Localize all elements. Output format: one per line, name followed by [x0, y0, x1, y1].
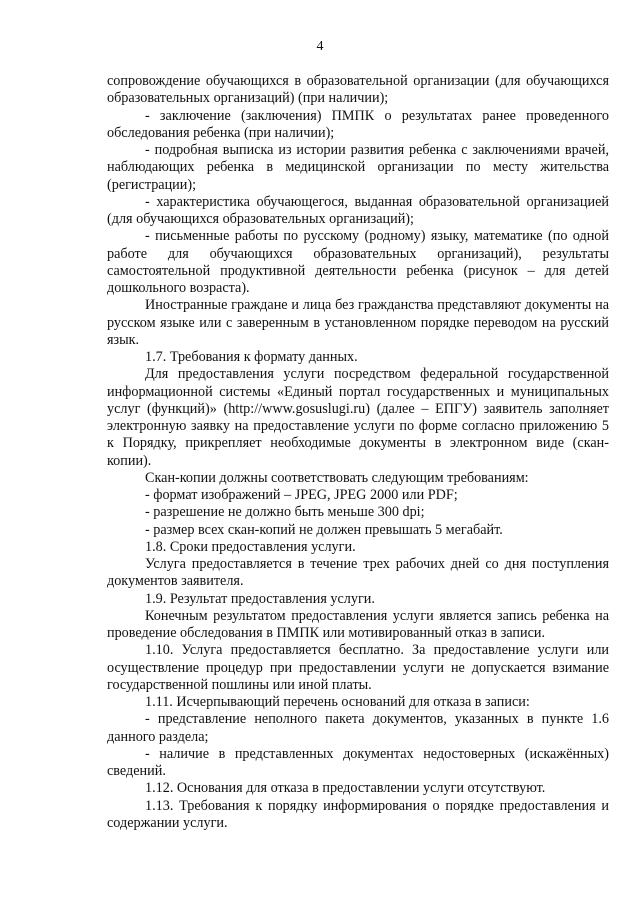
paragraph-16: Конечным результатом предоставления услуги является запись ребенка на проведение обследования в ПМПК или мотивированный отказ в записи. — [107, 607, 609, 641]
paragraph-15: 1.9. Результат предоставления услуги. — [145, 590, 375, 607]
paragraph-2: - заключение (заключения) ПМПК о результатах ранее проведенного обследования ребенка (при наличии); — [107, 107, 609, 141]
paragraph-19: - представление неполного пакета документов, указанных в пункте 1.6 данного раздела; — [107, 711, 609, 745]
paragraph-18: 1.11. Исчерпывающий перечень оснований для отказа в записи: — [145, 694, 530, 710]
paragraph-7: 1.7. Требования к формату данных. — [145, 349, 358, 365]
paragraph-14: Услуга предоставляется в течение трех рабочих дней со дня поступления документов заявителя. — [107, 556, 609, 590]
paragraph-22: 1.13. Требования к порядку информирования о порядке предоставления и содержании услуги. — [107, 797, 609, 831]
paragraph-21: 1.12. Основания для отказа в предоставлении услуги отсутствуют. — [145, 780, 546, 797]
paragraph-11: - разрешение не должно быть меньше 300 dpi; — [145, 504, 425, 521]
paragraph-8: Для предоставления услуги посредством федеральной государственной информационной системы «Единый портал государственных и муниципальных услуг (функций)» (http://www.gosuslugi.ru) (далее – ЕПГУ) заявитель заполняет электронную заявку на предоставление услуги по форме согласно приложению 5 к Порядку, прикрепляет необходимые документы в электронном виде (скан-копии). — [107, 366, 609, 469]
paragraph-10: - формат изображений – JPEG, JPEG 2000 или PDF; — [145, 487, 458, 503]
paragraph-3: - подробная выписка из истории развития ребенка с заключениями врачей, наблюдающих ребенка в медицинской организации по месту жительства (регистрации); — [107, 142, 609, 193]
paragraph-5: - письменные работы по русскому (родному) языку, математике (по одной работе для обучающихся образовательных организаций), результаты самостоятельной продуктивной деятельности ребенка (рисунок – для детей дошкольного возраста). — [107, 228, 609, 296]
paragraph-6: Иностранные граждане и лица без гражданства представляют документы на русском языке или с заверенным в установленном порядке переводом на русский язык. — [107, 297, 609, 348]
paragraph-4: - характеристика обучающегося, выданная образовательной организацией (для обучающихся образовательных организаций); — [107, 193, 609, 227]
document-body — [107, 73, 609, 832]
paragraph-12: - размер всех скан-копий не должен превышать 5 мегабайт. — [145, 521, 503, 538]
page-number: 4 — [316, 39, 324, 54]
paragraph-1: сопровождение обучающихся в образовательной организации (для обучающихся образовательных организаций) (при наличии); — [107, 73, 609, 107]
paragraph-20: - наличие в представленных документах недостоверных (искажённых) сведений. — [107, 745, 609, 779]
paragraph-17: 1.10. Услуга предоставляется бесплатно. За предоставление услуги или осуществление процедур при предоставлении услуги не допускается взимание государственной пошлины или иной платы. — [107, 642, 609, 693]
paragraph-13: 1.8. Сроки предоставления услуги. — [145, 538, 356, 555]
paragraph-9: Скан-копии должны соответствовать следующим требованиям: — [145, 469, 529, 486]
